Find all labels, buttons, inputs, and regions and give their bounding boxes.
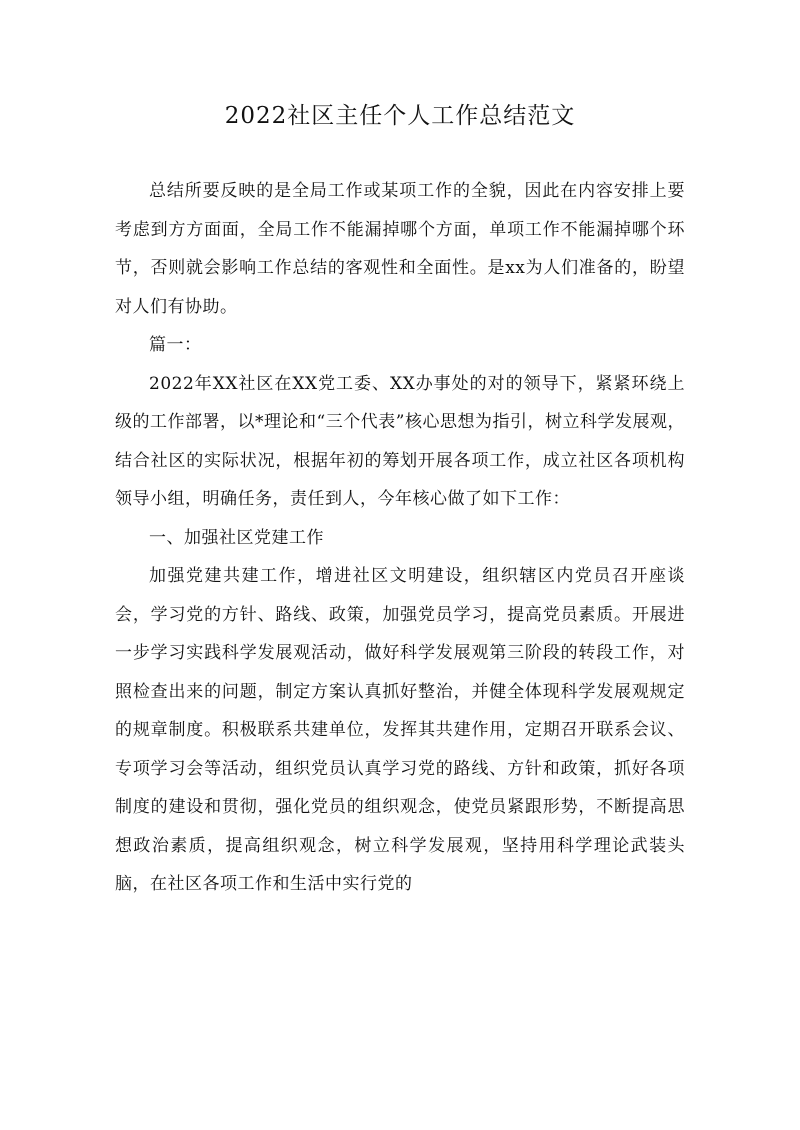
section-heading: 一、加强社区党建工作 (149, 527, 324, 548)
intro-paragraph: 总结所要反映的是全局工作或某项工作的全貌，因此在内容安排上要考虑到方方面面，全局工作不能漏掉哪个方面，单项工作不能漏掉哪个环节，否则就会影响工作总结的客观性和全面性。是xx为人们准备的，盼望对人们有协助。 (115, 181, 685, 317)
document-title: 2022社区主任个人工作总结范文 (224, 103, 576, 129)
document-body (115, 172, 685, 904)
body-paragraph: 加强党建共建工作，增进社区文明建设，组织辖区内党员召开座谈会，学习党的方针、路线、政策，加强党员学习，提高党员素质。开展进一步学习实践科学发展观活动，做好科学发展观第三阶段的转段工作，对照检查出来的问题，制定方案认真抓好整治，并健全体现科学发展观规定的规章制度。积极联系共建单位，发挥其共建作用，定期召开联系会议、专项学习会等活动，组织党员认真学习党的路线、方针和政策，抓好各项制度的建设和贯彻，强化党员的组织观念，使党员紧跟形势，不断提高思想政治素质，提高组织观念，树立科学发展观，坚持用科学理论武装头脑，在社区各项工作和生活中实行党的 (115, 566, 685, 894)
section-label: 篇一： (149, 335, 202, 355)
body-paragraph: 2022年XX社区在XX党工委、XX办事处的对的领导下，紧紧环绕上级的工作部署，以*理论和“三个代表”核心思想为指引，树立科学发展观，结合社区的实际状况，根据年初的筹划开展各项工作，成立社区各项机构领导小组，明确任务，责任到人，今年核心做了如下工作： (115, 373, 685, 509)
